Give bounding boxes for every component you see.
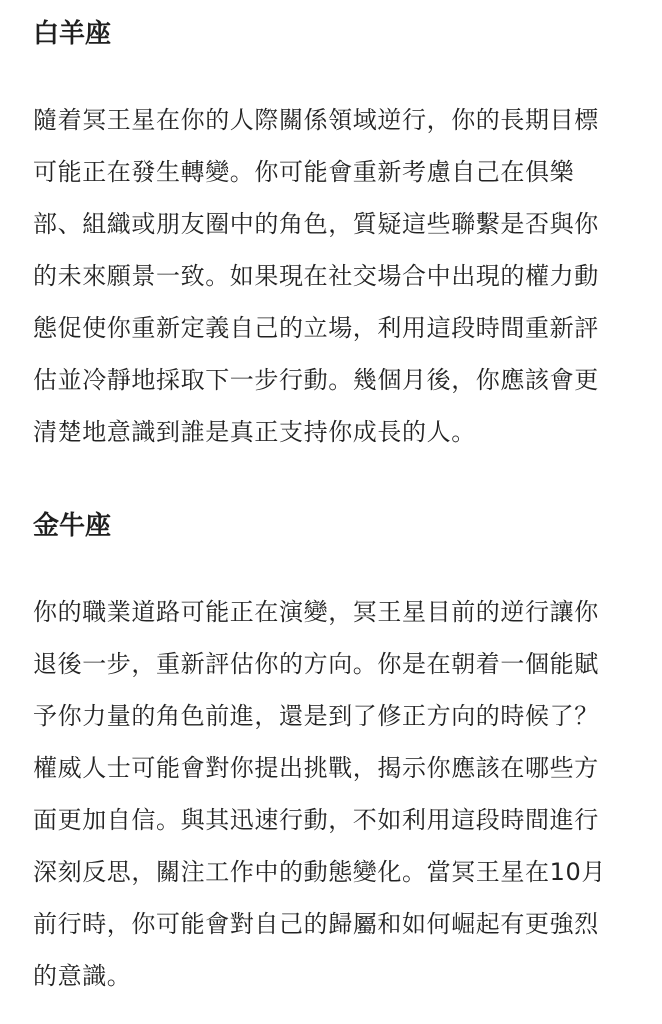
section-body-aries (33, 94, 599, 458)
section-heading-taurus: 金牛座 (33, 511, 112, 541)
paragraph-line: 權威人士可能會對你提出挑戰，揭示你應該在哪些方 (33, 754, 599, 782)
paragraph-line: 部、組織或朋友圈中的角色，質疑這些聯繫是否與你 (33, 210, 599, 238)
section-body-taurus (33, 586, 606, 1002)
paragraph-line: 可能正在發生轉變。你可能會重新考慮自己在俱樂 (33, 158, 575, 186)
paragraph-line: 隨着冥王星在你的人際關係領域逆行，你的長期目標 (33, 106, 599, 134)
paragraph-line: 前行時，你可能會對自己的歸屬和如何崛起有更強烈 (33, 910, 599, 938)
paragraph-line: 予你力量的角色前進，還是到了修正方向的時候了？ (33, 702, 599, 730)
paragraph-line: 態促使你重新定義自己的立場，利用這段時間重新評 (33, 314, 599, 342)
paragraph-line: 估並冷靜地採取下一步行動。幾個月後，你應該會更 (33, 366, 599, 394)
paragraph-line: 面更加自信。與其迅速行動，不如利用這段時間進行 (33, 806, 599, 834)
paragraph-line: 清楚地意識到誰是真正支持你成長的人。 (33, 418, 476, 446)
paragraph-line: 你的職業道路可能正在演變，冥王星目前的逆行讓你 (33, 598, 599, 626)
paragraph-line: 的未來願景一致。如果現在社交場合中出現的權力動 (33, 262, 599, 290)
paragraph-line: 深刻反思，關注工作中的動態變化。當冥王星在10月 (33, 858, 606, 886)
section-heading-aries: 白羊座 (33, 19, 112, 49)
paragraph-line: 的意識。 (33, 962, 132, 990)
paragraph-line: 退後一步，重新評估你的方向。你是在朝着一個能賦 (33, 650, 599, 678)
